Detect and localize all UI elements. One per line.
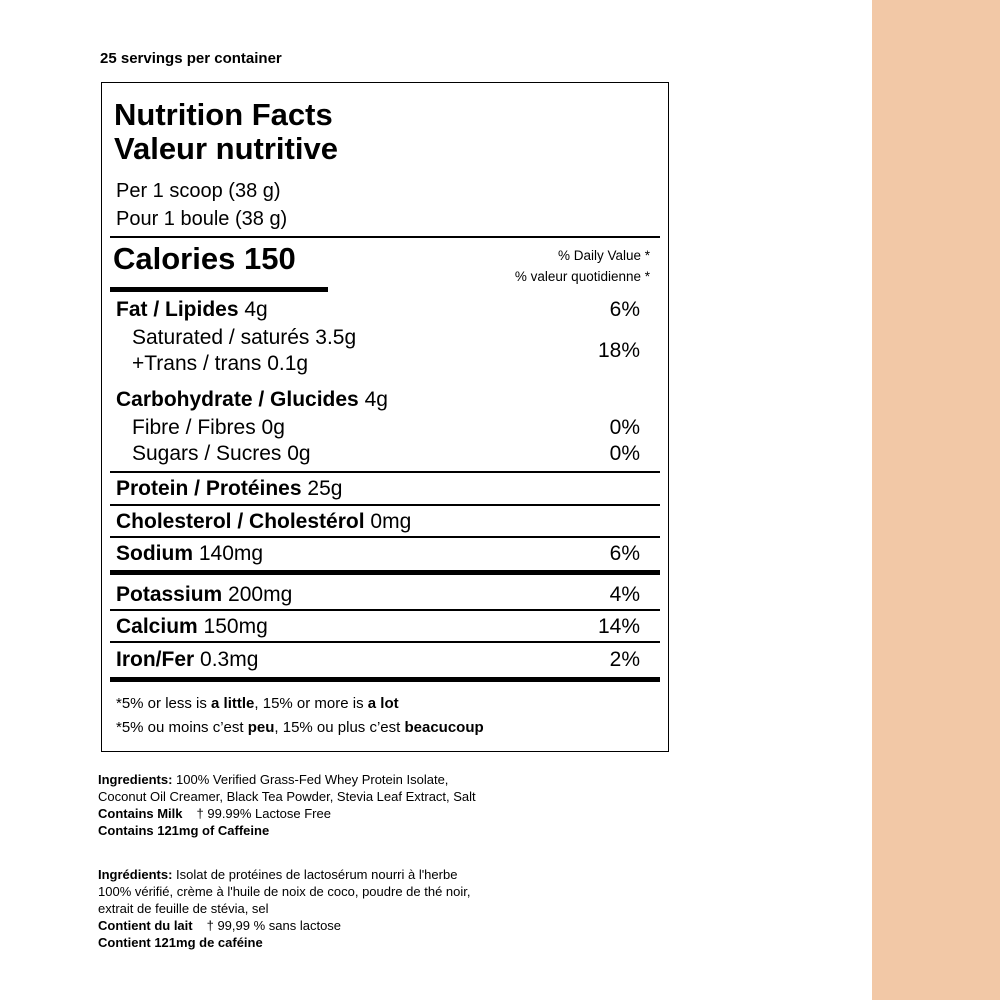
contains-milk-en: [98, 805, 488, 822]
lactose-free-en: † 99.99% Lactose Free: [196, 806, 331, 821]
fibre-row: Fibre / Fibres 0g: [132, 416, 285, 439]
potassium-amount: 200mg: [228, 583, 293, 606]
fibre-dv: 0%: [609, 416, 640, 439]
sugars-dv: 0%: [609, 442, 640, 465]
divider: [110, 236, 660, 238]
sodium-amount: 140mg: [198, 542, 264, 565]
footnote-fr-part: , 15% ou plus c’est: [274, 719, 405, 736]
sugars-row: Sugars / Sucres 0g: [132, 442, 311, 465]
contains-milk-en-label: Contains Milk: [98, 806, 183, 821]
ingredients-en: [98, 771, 488, 839]
calories-bar: [110, 287, 328, 292]
calcium-dv: 14%: [597, 615, 640, 638]
footnote-en: [116, 696, 399, 711]
potassium-label: Potassium: [116, 583, 223, 606]
ingredients-en-label: Ingredients:: [98, 772, 173, 787]
thick-divider: [110, 570, 660, 575]
cholesterol-amount: 0mg: [370, 510, 412, 533]
title-en: Nutrition Facts: [114, 97, 333, 132]
footnote-fr: [116, 720, 484, 735]
sodium-label: Sodium: [116, 542, 193, 565]
potassium-dv: 4%: [609, 583, 640, 606]
lactose-free-fr: † 99,99 % sans lactose: [206, 918, 342, 933]
caffeine-en: [98, 822, 488, 839]
calcium-label: Calcium: [116, 615, 198, 638]
saturated-trans-dv: 18%: [597, 339, 640, 362]
serving-size-en: Per 1 scoop (38 g): [116, 180, 281, 202]
iron-amount: 0.3mg: [200, 648, 259, 671]
caffeine-fr: [98, 934, 488, 951]
protein-row: [116, 478, 342, 499]
footnote-en-part: , 15% or more is: [254, 695, 368, 712]
footnote-fr-peu: peu: [247, 719, 275, 736]
calcium-row: [116, 616, 268, 637]
footnote-en-part: *5% or less is: [116, 695, 212, 712]
divider: [110, 504, 660, 506]
fat-row: [116, 299, 268, 320]
footnote-en-lot: a lot: [367, 695, 399, 712]
ingredients-fr: [98, 866, 488, 951]
calories-label: Calories: [113, 241, 236, 276]
iron-dv: 2%: [609, 648, 640, 671]
protein-amount: 25g: [307, 477, 343, 500]
title-fr: Valeur nutritive: [114, 131, 338, 166]
daily-value-header-en: % Daily Value *: [557, 248, 650, 263]
footnote-fr-part: *5% ou moins c’est: [116, 719, 248, 736]
protein-label: Protein / Protéines: [116, 477, 302, 500]
trans-row: +Trans / trans 0.1g: [132, 352, 309, 375]
ingredients-fr-text: Isolat de protéines de lactosérum nourri à l'herbe 100% vérifié, crème à l'huile de noix de coco, poudre de thé noir, extrait de feuille de stévia, sel: [98, 867, 471, 916]
carbohydrate-label: Carbohydrate / Glucides: [116, 388, 359, 411]
cholesterol-row: [116, 511, 411, 532]
ingredients-en-text: 100% Verified Grass-Fed Whey Protein Isolate, Coconut Oil Creamer, Black Tea Powder, Stevia Leaf Extract, Salt: [98, 772, 476, 804]
calories-value: 150: [243, 241, 296, 276]
caffeine-fr-text: Contient 121mg de caféine: [98, 935, 263, 950]
cholesterol-label: Cholesterol / Cholestérol: [116, 510, 365, 533]
calories: [113, 243, 296, 274]
saturated-row: Saturated / saturés 3.5g: [132, 326, 357, 349]
divider: [110, 471, 660, 473]
carbohydrate-row: [116, 389, 388, 410]
potassium-row: [116, 584, 292, 605]
divider: [110, 641, 660, 643]
sodium-row: [116, 543, 263, 564]
caffeine-en-text: Contains 121mg of Caffeine: [98, 823, 270, 838]
contains-milk-fr-label: Contient du lait: [98, 918, 193, 933]
footnote-fr-beaucoup: beacucoup: [404, 719, 484, 736]
ingredients-en-list: [98, 771, 488, 805]
divider: [110, 536, 660, 538]
footnote-en-little: a little: [211, 695, 255, 712]
side-color-band: [872, 0, 1000, 1000]
contains-milk-fr: [98, 917, 488, 934]
ingredients-fr-list: [98, 866, 488, 917]
carbohydrate-amount: 4g: [364, 388, 388, 411]
daily-value-header-fr: % valeur quotidienne *: [514, 269, 650, 284]
ingredients-fr-label: Ingrédients:: [98, 867, 173, 882]
divider: [110, 609, 660, 611]
servings-per-container: 25 servings per container: [100, 50, 282, 67]
calcium-amount: 150mg: [203, 615, 268, 638]
iron-row: [116, 649, 258, 670]
fat-label: Fat / Lipides: [116, 298, 239, 321]
sodium-dv: 6%: [609, 542, 640, 565]
iron-label: Iron/Fer: [116, 648, 195, 671]
fat-dv: 6%: [609, 298, 640, 321]
fat-amount: 4g: [244, 298, 268, 321]
thick-divider: [110, 677, 660, 682]
serving-size-fr: Pour 1 boule (38 g): [116, 208, 288, 230]
nutrition-facts-panel: [101, 82, 669, 752]
